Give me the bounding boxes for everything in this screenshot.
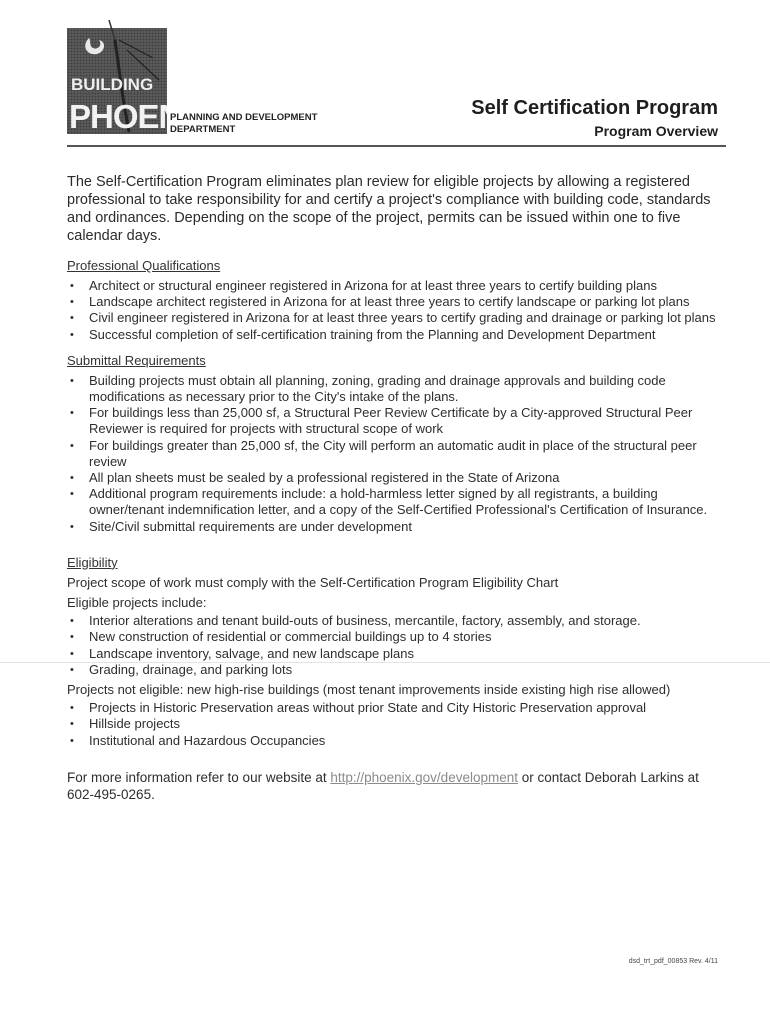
list-item: [67, 310, 723, 326]
department-line-1: PLANNING AND DEVELOPMENT: [170, 112, 318, 123]
list-item: [67, 486, 723, 518]
header-divider: [67, 145, 726, 147]
list-item: [67, 405, 723, 437]
eligibility-scope-note: Project scope of work must comply with the Self-Certification Program Eligibility Chart: [67, 574, 559, 590]
list-item: [67, 646, 723, 662]
list-item-text: Architect or structural engineer registered in Arizona for at least three years to certify building plans: [89, 278, 657, 293]
bullet-icon: •: [70, 472, 74, 485]
not-eligible-intro: Projects not eligible: new high-rise buildings (most tenant improvements inside existing high rise allowed): [67, 682, 671, 698]
document-footer-code: dsd_trt_pdf_00853 Rev. 4/11: [628, 958, 718, 965]
page-subtitle: Program Overview: [594, 123, 718, 139]
list-item-text: Building projects must obtain all planning, zoning, grading and drainage approvals and building code modifications as necessary prior to the City's intake of the plans.: [89, 372, 666, 405]
list-item: [67, 278, 723, 294]
contact-paragraph: [67, 769, 723, 803]
list-item: [67, 294, 723, 310]
list-item: [67, 470, 723, 486]
list-item: [67, 438, 723, 470]
list-item-text: Successful completion of self-certification training from the Planning and Development Department: [89, 326, 656, 342]
list-item: [67, 519, 723, 535]
eligibility-heading: Eligibility: [67, 554, 118, 570]
list-item: [67, 629, 723, 645]
list-item-text: For buildings less than 25,000 sf, a Structural Peer Review Certificate by a City-approved Structural Peer Reviewer is required for projects with structural scope of work: [89, 405, 693, 437]
list-item-text: Institutional and Hazardous Occupancies: [89, 732, 326, 748]
list-item-text: Landscape architect registered in Arizona for at least three years to certify landscape or parking lot plans: [89, 294, 690, 310]
bullet-icon: •: [70, 488, 74, 501]
bullet-icon: •: [70, 718, 74, 731]
bullet-icon: •: [70, 439, 74, 452]
submittal-heading: Submittal Requirements: [67, 352, 206, 368]
bullet-icon: •: [70, 374, 74, 387]
intro-paragraph: The Self-Certification Program eliminates plan review for eligible projects by allowing a registered professional to take responsibility for and certify a project's compliance with building code, standards and ordinances. Depending on the scope of the project, permits can be issued within one to five calendar days.: [67, 174, 711, 244]
submittal-list: [67, 373, 723, 535]
bullet-icon: •: [70, 615, 74, 628]
list-item-text: Grading, drainage, and parking lots: [89, 661, 293, 677]
document-body: [67, 173, 723, 805]
building-phoenix-logo: [67, 20, 167, 134]
list-item: [67, 613, 723, 629]
page-title: Self Certification Program: [471, 97, 718, 119]
bullet-icon: •: [70, 312, 74, 325]
qualifications-list: [67, 278, 723, 343]
list-item-text: Site/Civil submittal requirements are under development: [89, 518, 412, 534]
svg-text:BUILDING: BUILDING: [71, 75, 154, 94]
bullet-icon: •: [70, 328, 74, 341]
list-item-text: Civil engineer registered in Arizona for at least three years to certify grading and drainage or parking lot plans: [89, 310, 716, 326]
list-item: [67, 700, 723, 716]
list-item: [67, 373, 723, 405]
svg-text:PHOENIX: PHOE: [69, 98, 159, 134]
eligible-list: [67, 613, 723, 678]
list-item-text: New construction of residential or commercial buildings up to 4 stories: [89, 629, 492, 645]
contact-suffix: or contact Deborah Larkins at 602-495-0265.: [67, 769, 699, 802]
bullet-icon: •: [70, 296, 74, 309]
bullet-icon: •: [70, 280, 74, 292]
department-line-2: DEPARTMENT: [170, 124, 236, 135]
list-item: [67, 716, 723, 732]
bullet-icon: •: [70, 520, 74, 533]
bullet-icon: •: [70, 702, 74, 715]
contact-prefix: For more information refer to our website at: [67, 769, 331, 785]
bullet-icon: •: [70, 647, 74, 660]
list-item-text: Projects in Historic Preservation areas without prior State and City Historic Preservation approval: [89, 700, 647, 716]
bullet-icon: •: [70, 407, 74, 420]
list-item-text: All plan sheets must be sealed by a professional registered in the State of Arizona: [89, 470, 560, 486]
eligible-intro: Eligible projects include:: [67, 595, 207, 611]
list-item-text: Additional program requirements include: a hold-harmless letter signed by all registrants, a building owner/tenant indemnification letter, and a copy of the Self-Certified Professional's Certification of Insurance.: [89, 486, 708, 518]
bullet-icon: •: [70, 734, 74, 747]
list-item-text: For buildings greater than 25,000 sf, the City will perform an automatic audit in place of the structural peer review: [89, 437, 697, 469]
list-item-text: Hillside projects: [89, 716, 181, 732]
bullet-icon: •: [70, 631, 74, 644]
list-item: [67, 733, 723, 749]
list-item-text: Interior alterations and tenant build-outs of business, mercantile, factory, assembly, and storage.: [89, 613, 641, 629]
qualifications-heading: Professional Qualifications: [67, 258, 221, 273]
bullet-icon: •: [70, 663, 74, 676]
website-link[interactable]: http://phoenix.gov/development: [330, 769, 518, 785]
not-eligible-list: [67, 700, 723, 749]
list-item-text: Landscape inventory, salvage, and new landscape plans: [89, 645, 414, 661]
title-block: [471, 96, 718, 140]
department-name: [170, 112, 317, 136]
list-item: [67, 662, 723, 678]
list-item: [67, 327, 723, 343]
